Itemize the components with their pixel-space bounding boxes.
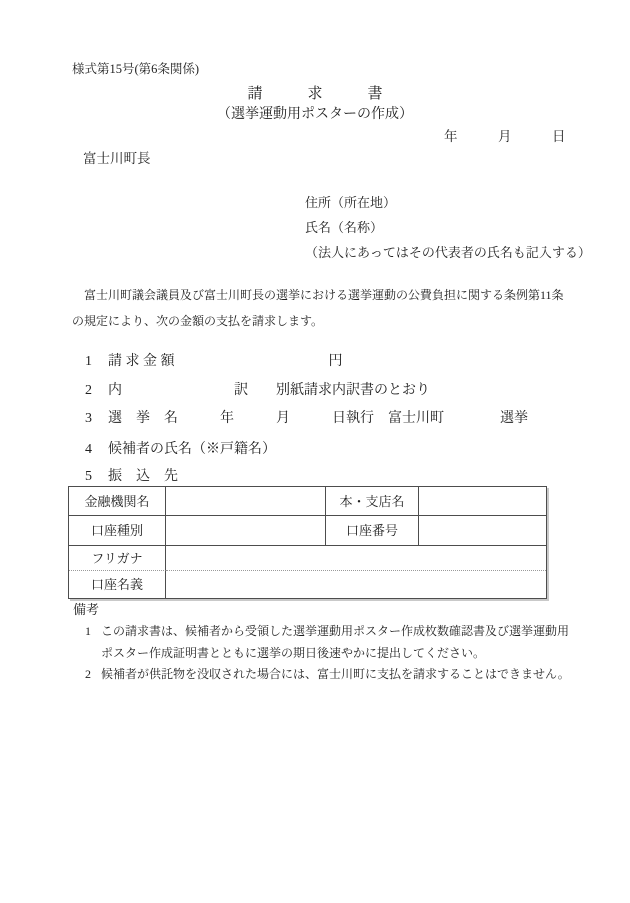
item-text: 振 込 先 [108, 469, 178, 484]
bank-transfer-table [68, 486, 547, 599]
document-subtitle: （選挙運動用ポスターの作成） [217, 107, 413, 122]
remark-note-1 [85, 621, 605, 664]
note-number: 1 [85, 624, 91, 638]
item-number: 2 [85, 383, 92, 398]
item-claim-amount [85, 354, 343, 371]
document-title: 請 求 書 [247, 86, 383, 102]
table-cell-account-holder-value [166, 571, 546, 598]
applicant-name-label: 氏名（名称） [305, 220, 384, 235]
item-number: 5 [85, 469, 92, 484]
remarks-heading: 備考 [73, 602, 100, 617]
note-text: この請求書は、候補者から受領した選挙運動用ポスター作成枚数確認書及び選挙運動用ポスター作成証明書とともに選挙の期日後速やかに提出してください。 [101, 624, 570, 660]
note-number: 2 [85, 667, 91, 681]
item-text: 候補者の氏名（※戸籍名） [108, 442, 276, 457]
table-cell-financial-institution-value [166, 487, 326, 516]
table-cell-furigana-value [166, 546, 546, 571]
table-label-furigana: フリガナ [69, 546, 166, 571]
item-text: 選 挙 名 年 月 日執行 富士川町 選挙 [108, 411, 528, 426]
item-bank-transfer [85, 469, 178, 486]
item-breakdown [85, 383, 430, 400]
item-candidate-name [85, 442, 276, 459]
request-statement: 富士川町議会議員及び富士川町長の選挙における選挙運動の公費負担に関する条例第11条の規定により、次の金額の支払を請求します。 [72, 288, 564, 328]
table-label-account-type: 口座種別 [69, 516, 166, 546]
item-number: 4 [85, 442, 92, 457]
table-label-financial-institution: 金融機関名 [69, 487, 166, 516]
item-number: 1 [85, 354, 92, 369]
table-cell-account-number-value [419, 516, 546, 546]
form-number: 様式第15号(第6条関係) [72, 62, 200, 76]
table-label-account-holder: 口座名義 [69, 571, 166, 598]
applicant-address-label: 住所（所在地） [305, 195, 397, 210]
remarks-notes [85, 621, 605, 686]
item-number: 3 [85, 411, 92, 426]
note-text: 候補者が供託物を没収された場合には、富士川町に支払を請求することはできません。 [101, 667, 570, 681]
date-blank-line: 年 月 日 [444, 129, 566, 144]
remark-note-2 [85, 664, 605, 686]
corporate-representative-note: （法人にあってはその代表者の氏名も記入する） [305, 245, 591, 260]
item-election-name [85, 411, 528, 428]
item-text: 請 求 金 額 円 [108, 354, 343, 369]
table-label-account-number: 口座番号 [326, 516, 419, 546]
table-label-branch-name: 本・支店名 [326, 487, 419, 516]
table-cell-account-type-value [166, 516, 326, 546]
item-text: 内 訳 別紙請求内訳書のとおり [108, 383, 430, 398]
table-cell-branch-name-value [419, 487, 546, 516]
addressee-mayor: 富士川町長 [83, 151, 151, 166]
